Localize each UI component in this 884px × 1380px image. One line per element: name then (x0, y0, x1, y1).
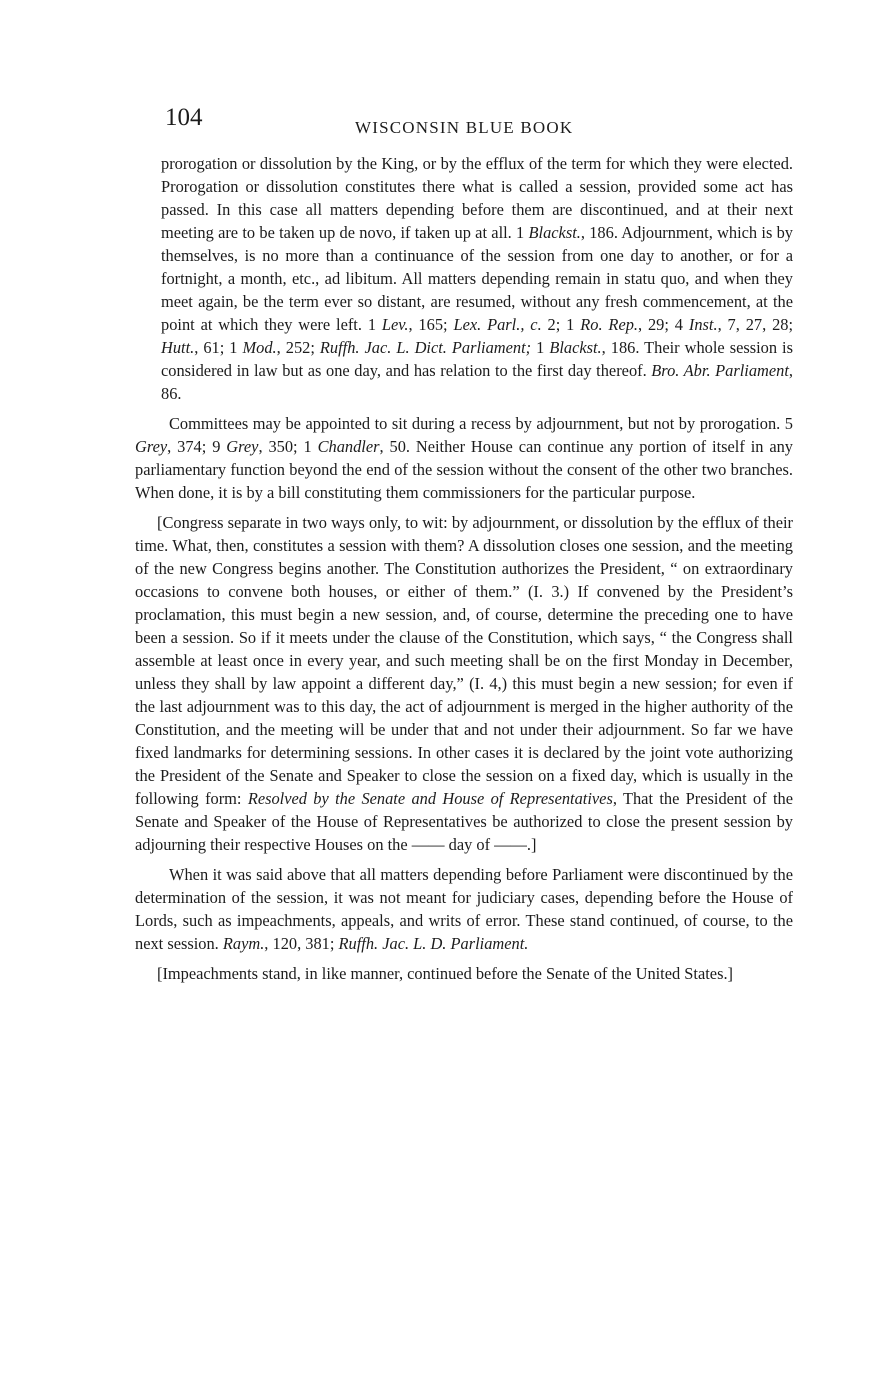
citation-text: Ruffh. Jac. L. D. Parliament. (338, 934, 529, 953)
paragraph-text: , 120, 381; (264, 934, 339, 953)
paragraph-text: , 86. (161, 361, 793, 403)
paragraph-p4 (135, 863, 793, 955)
paragraph-text: [Congress separate in two ways only, to wit: by adjournment, or dissolution by the efflux of their time. What, then, constitutes a session with them? A dissolution closes one session, and the meeting of the new Congress begins another. The Constitution authorizes the President, “ on extraordinary occasions to convene both houses, or either of them.” (I. 3.) If convened by the President’s proclamation, this must begin a new session, and, of course, determine the preceding one to have been a session. So if it meets under the clause of the Constitution, which says, “ the Congress shall assemble at least once in every year, and such meeting shall be on the first Monday in December, unless they shall by law appoint a different day,” (I. 4,) this must begin a new session; for even if the last adjournment was to this day, the act of adjournment is merged in the higher authority of the Constitution, and the meeting will be under that and not under their adjournment. So far we have fixed landmarks for determining sessions. In other cases it is declared by the joint vote authorizing the President of the Senate and Speaker to close the session on a fixed day, which is usually in the following form: (135, 513, 793, 808)
paragraph-text: , 165; (408, 315, 454, 334)
paragraph-text: , 252; (276, 338, 320, 357)
citation-text: Blackst. (549, 338, 602, 357)
citation-text: Hutt. (161, 338, 195, 357)
citation-text: Lex. Parl., c. (453, 315, 542, 334)
citation-text: Grey (226, 437, 259, 456)
citation-text: Blackst. (528, 223, 581, 242)
citation-text: Mod. (242, 338, 277, 357)
page-body (135, 152, 793, 985)
paragraph-text: , 350; 1 (258, 437, 318, 456)
paragraph-p3 (135, 511, 793, 856)
page-header (165, 104, 789, 138)
citation-text: Raym. (222, 934, 265, 953)
citation-text: Resolved by the Senate and House of Representatives (247, 789, 613, 808)
paragraph-text: 1 (531, 338, 550, 357)
paragraph-p1 (135, 152, 793, 405)
paragraph-text: , 61; 1 (194, 338, 243, 357)
paragraph-text: Committees may be appointed to sit during a recess by adjournment, but not by prorogation. 5 (169, 414, 793, 433)
citation-text: Inst. (688, 315, 718, 334)
paragraph-p5 (135, 962, 793, 985)
paragraph-text: , 374; 9 (167, 437, 227, 456)
paragraph-text: prorogation or dissolution by the King, or by the efflux of the term for which they were elected. Prorogation or dissolution constitutes there what is called a session, provided some act has passed. In this case all matters depending before them are discontinued, and at their next meeting are to be taken up de novo, if taken up at all. 1 (161, 154, 793, 242)
paragraph-text: When it was said above that all matters depending before Parliament were discontinued by the determination of the session, it was not meant for judiciary cases, depending before the House of Lords, such as impeachments, appeals, and writs of error. These stand continued, of course, to the next session. (135, 865, 793, 953)
paragraph-text: , 50. Neither House can continue any portion of itself in any parliamentary function beyond the end of the session without the consent of the other two branches. When done, it is by a bill constituting them commissioners for the particular purpose. (135, 437, 793, 502)
paragraph-text: , 186. Adjournment, which is by themselves, is no more than a continuance of the session from one day to another, or for a fortnight, a month, etc., ad libitum. All matters depending remain in statu quo, and when they meet again, be the term ever so distant, are resumed, without any fresh commencement, at the point at which they were left. 1 (161, 223, 793, 334)
paragraph-p2 (135, 412, 793, 504)
citation-text: Grey (135, 437, 168, 456)
paragraph-text: , 186. Their whole session is considered in law but as one day, and has relation to the first day thereof. (161, 338, 793, 380)
paragraph-text: , That the President of the Senate and Speaker of the House of Representatives be authorized to close the present session by adjourning their respective Houses on the —— day of ——.] (135, 789, 794, 854)
page-number: 104 (165, 104, 203, 131)
citation-text: Lev. (381, 315, 409, 334)
citation-text: Bro. Abr. Parliament (651, 361, 789, 380)
citation-text: Ro. Rep. (580, 315, 639, 334)
running-title: WISCONSIN BLUE BOOK (355, 118, 574, 137)
paragraph-text: [Impeachments stand, in like manner, continued before the Senate of the United States.] (157, 964, 734, 983)
paragraph-text: , 7, 27, 28; (717, 315, 794, 334)
citation-text: Ruffh. Jac. L. Dict. Parliament; (319, 338, 532, 357)
paragraph-text: , 29; 4 (638, 315, 689, 334)
citation-text: Chandler (317, 437, 380, 456)
paragraph-text: 2; 1 (541, 315, 581, 334)
